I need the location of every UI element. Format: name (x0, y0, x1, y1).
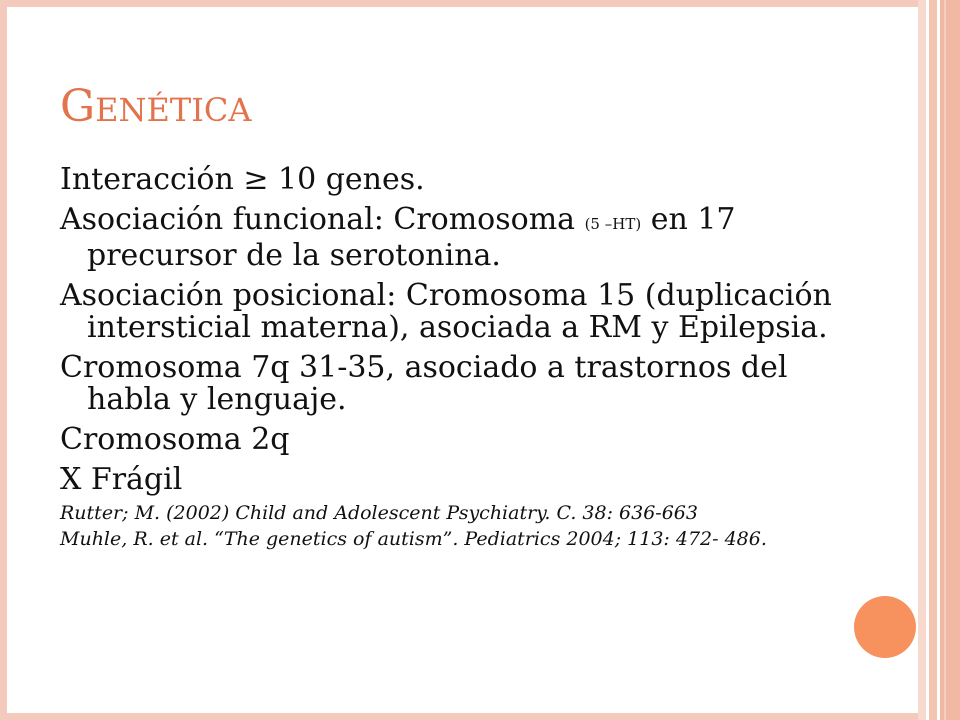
decorative-stripe (929, 0, 937, 720)
slide-title (60, 81, 252, 132)
slide-frame-top (0, 0, 960, 7)
slide-frame-left (0, 0, 7, 720)
title-initial: G (60, 81, 96, 132)
bullet-fragile-x: X Frágil (60, 462, 183, 497)
decorative-stripe-line (944, 0, 946, 720)
functional-text-end: en 17 precursor de la serotonina. (87, 202, 736, 273)
functional-note: (5 –HT) (584, 215, 642, 233)
title-rest: ENÉTICA (95, 91, 252, 129)
decorative-stripe (940, 0, 960, 720)
functional-text: Asociación funcional: Cromosoma (60, 202, 576, 237)
bullet-positional-association: Asociación posicional: Cromosoma 15 (duplicación intersticial materna), asociada a RM y Epilepsia. (60, 278, 832, 345)
slide-body (60, 164, 850, 556)
decorative-stripe (918, 0, 926, 720)
reference-muhle: Muhle, R. et al. “The genetics of autism”. Pediatrics 2004; 113: 472- 486. (60, 528, 767, 550)
reference-rutter: Rutter; M. (2002) Child and Adolescent Psychiatry. C. 38: 636-663 (60, 502, 698, 524)
accent-circle (854, 596, 916, 658)
bullet-functional-association (60, 204, 850, 272)
bullet-chromosome-2q: Cromosoma 2q (60, 422, 290, 457)
slide-frame-bottom (0, 713, 960, 720)
bullet-chromosome-7q: Cromosoma 7q 31-35, asociado a trastornos del habla y lenguaje. (60, 350, 788, 417)
bullet-interaction: Interacción ≥ 10 genes. (60, 162, 425, 197)
